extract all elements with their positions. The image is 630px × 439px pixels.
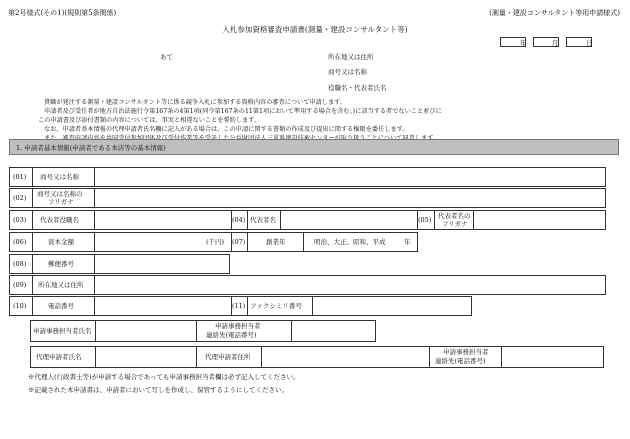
row-03 (9, 210, 606, 230)
row-08-label: 郵便番号 (48, 260, 74, 268)
section-header (9, 139, 619, 155)
row-04-num: (04) (232, 216, 246, 224)
date-year-label: 年 (520, 39, 527, 47)
founding-era-options[interactable]: 明治、大正、昭和、平成 (314, 238, 386, 246)
company-name-input[interactable] (96, 169, 604, 185)
agent-tel-label-b: 連絡先(電話番号) (435, 357, 486, 365)
addressee-to: あて (160, 53, 173, 61)
form-id: 第2号様式(その1)(規則第5条関係) (8, 9, 117, 17)
staff-name-input[interactable] (97, 322, 194, 340)
applicant-address-label: 所在地又は住所 (328, 53, 374, 61)
form-title: 入札参加資格審査申請書(測量・建設コンサルタント等) (222, 25, 408, 34)
row-01-num: (01) (13, 173, 27, 181)
row-08-num: (08) (13, 260, 27, 268)
row-07-num: (07) (232, 238, 246, 246)
agent-name-label: 代理申請者氏名 (36, 353, 82, 361)
row-08 (9, 254, 230, 274)
row-02 (9, 188, 606, 208)
row-11-label: ファクシミリ番号 (250, 302, 302, 310)
agent-addr-input[interactable] (263, 348, 427, 366)
agent-contact-row (30, 346, 604, 368)
phone-input[interactable] (96, 298, 229, 314)
note-2: ※記載された本申請書は、申請者において写しを作成し、保管するようにしてください。 (28, 386, 288, 394)
applicant-rep-label: 役職名・代表者氏名 (328, 84, 387, 92)
row-04-label: 代表者名 (250, 216, 276, 224)
agent-name-input[interactable] (97, 348, 194, 366)
fax-input[interactable] (314, 298, 471, 314)
staff-name-label: 申請事務担当者氏名 (33, 327, 92, 335)
founding-year-unit: 年 (404, 238, 411, 246)
company-kana-input[interactable] (96, 190, 604, 206)
capital-input[interactable] (96, 234, 206, 250)
staff-contact-row (30, 320, 376, 342)
agent-tel-input[interactable] (503, 348, 603, 366)
applicant-name-label: 商号又は名称 (328, 68, 367, 76)
row-03-label: 代表者役職名 (40, 216, 79, 224)
row-01-label: 商号又は名称 (40, 173, 79, 181)
row-10-num: (10) (13, 302, 27, 310)
body-line-1: 貴職が発注する測量・建設コンサルタント等に係る競争入札に参加する資格内容の審査について申請します。 (44, 99, 347, 106)
row-10-label: 電話番号 (48, 302, 74, 310)
agent-tel-label-a: 申請事務担当者 (443, 348, 489, 356)
row-06 (9, 232, 418, 252)
body-line-4: なお、申請者基本情報の代理申請者氏名欄に記入がある場合は、この申請に関する書類の作成及び提出に関する権限を委任します。 (44, 126, 409, 133)
row-05-label-a: 代表者名の (438, 212, 471, 220)
section-title: 1. 申請者基本情報(申請者である本店等の基本情報) (16, 144, 166, 152)
row-02-num: (02) (13, 194, 27, 202)
body-line-2: 申請者及び受任者が地方自治法施行令第167条の4第1項(同令第167条の11第1項において準用する場合を含む。)に該当する者でないこと並びに (44, 108, 442, 115)
row-06-label: 資本金額 (48, 238, 74, 246)
row-10 (9, 296, 472, 316)
staff-tel-label-b: 連絡先(電話番号) (206, 331, 257, 339)
row-02-label-a: 商号又は名称の (37, 190, 83, 198)
note-1: ※代理人(行政書士等)が申請する場合であっても申請事務担当者欄は必ず記入してください。 (28, 373, 300, 381)
row-09 (9, 275, 606, 295)
row-11-num: (11) (232, 302, 246, 310)
body-line-3: この申請書及び添付書類の内容については、事実と相違ないことを誓約します。 (38, 117, 261, 124)
row-09-num: (09) (13, 281, 27, 289)
row-06-num: (06) (13, 238, 27, 246)
address-input[interactable] (96, 277, 604, 293)
agent-addr-label: 代理申請者住所 (205, 353, 251, 361)
row-01 (9, 167, 606, 187)
rep-name-input[interactable] (282, 212, 415, 228)
staff-tel-input[interactable] (293, 322, 375, 340)
row-09-label: 所在地又は住所 (38, 281, 84, 289)
date-month-label: 月 (552, 39, 559, 47)
form-category: (測量・建設コンサルタント等用申請様式) (489, 9, 620, 17)
row-02-label-b: フリガナ (48, 198, 74, 206)
row-05-label-b: フリガナ (442, 220, 468, 228)
row-03-num: (03) (13, 216, 27, 224)
rep-kana-input[interactable] (475, 212, 604, 228)
postal-code-input[interactable] (96, 256, 229, 272)
rep-title-input[interactable] (96, 212, 229, 228)
date-day-label: 日 (586, 39, 593, 47)
row-05-num: (05) (418, 216, 432, 224)
row-07-label: 創業年 (266, 238, 286, 246)
staff-tel-label-a: 申請事務担当者 (215, 322, 261, 330)
capital-unit: (千円) (206, 238, 225, 246)
